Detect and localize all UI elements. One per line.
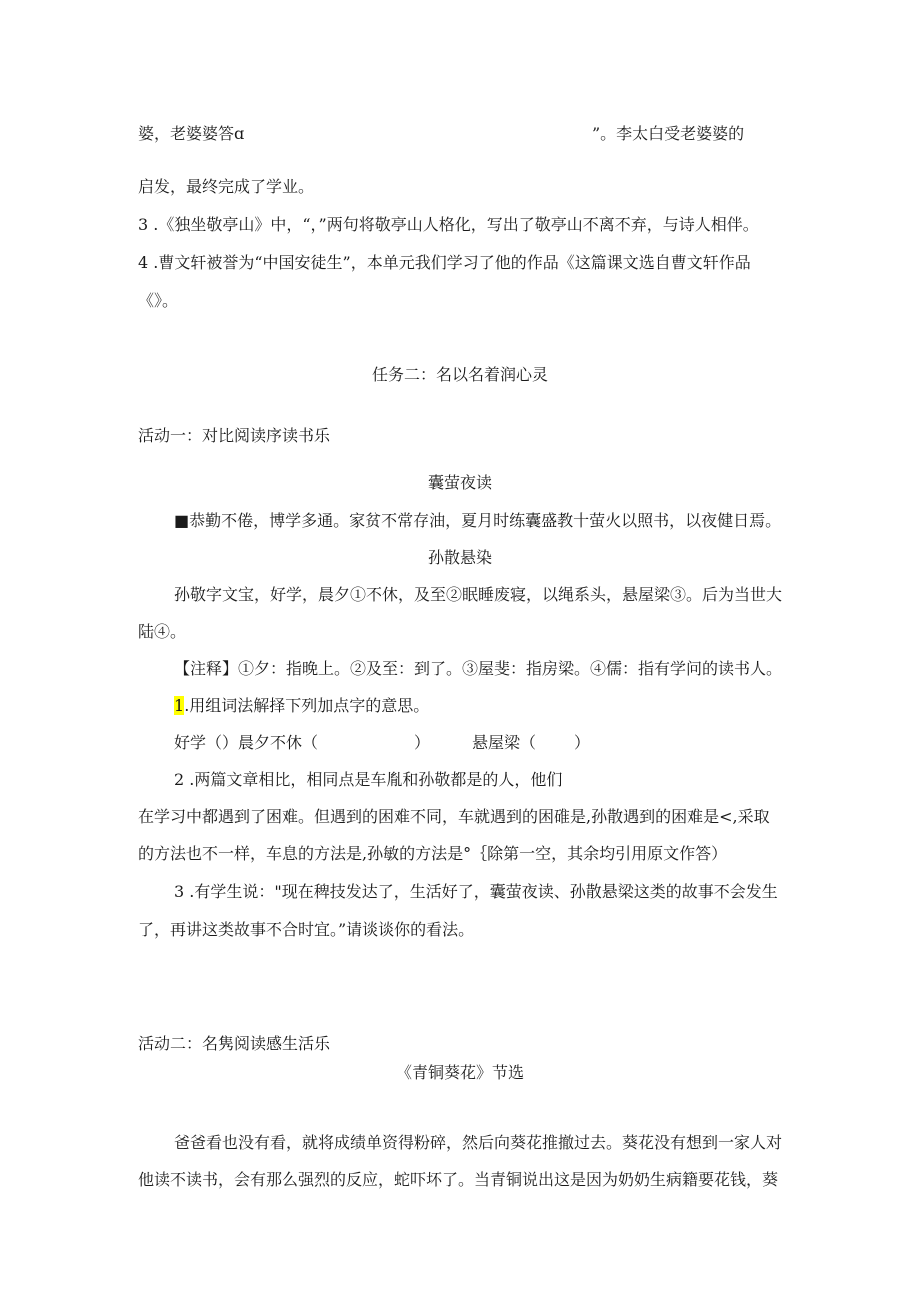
- activity1-heading: 活动一：对比阅读序读书乐: [138, 426, 331, 445]
- highlighted-number: 1: [174, 696, 185, 715]
- excerpt-title: 《青铜葵花》节选: [395, 1063, 524, 1082]
- activity2-heading: 活动二：名隽阅读感生活乐: [138, 1034, 331, 1053]
- activity1-question-1: [174, 695, 429, 717]
- task2-title: 任务二：名以名着润心灵: [371, 365, 548, 384]
- blank-2-text: ）: [414, 733, 431, 752]
- question-1-text: .用组词法解择下列加点字的意思。: [184, 696, 430, 715]
- annotation-notes: 【注释】①夕：指晚上。②及至：到了。③屋斐：指房梁。④儒：指有学问的读书人。: [174, 659, 783, 678]
- activity1-question-2-line1: 2 .两篇文章相比，相同点是车胤和孙敬都是的人，他们: [174, 770, 563, 789]
- activity1-question-2-line3: 的方法也不一样，车息的方法是,孙敏的方法是°｛除第一空，其余均引用原文作答）: [138, 844, 728, 863]
- intro-line2: 启发，最终完成了学业。: [138, 177, 315, 196]
- question-4-line1: 4 .曹文轩被誉为“中国安徒生”，本单元我们学习了他的作品《这篇课文选自曹文轩作品: [138, 253, 751, 272]
- question-1-blanks: [174, 732, 590, 754]
- intro-line1-left: 婆，老婆婆答ɑ: [138, 124, 245, 143]
- blank-1-text: 好学（）晨夕不休（: [174, 733, 319, 752]
- intro-line1-right: ”。李太白受老婆婆的: [592, 124, 745, 143]
- passage2-title: 孙散悬染: [427, 548, 492, 567]
- question-4-line2: 《》。: [138, 291, 179, 310]
- passage1-text: ■恭勤不倦，博学多通。家贫不常存油，夏月时练囊盛教十萤火以照书，以夜健日焉。: [174, 511, 782, 530]
- blank-4-text: ）: [574, 733, 591, 752]
- blank-3-text: 悬屋梁（: [472, 733, 537, 752]
- activity1-question-2-line2: 在学习中都遇到了困难。但遇到的困难不同，车就遇到的困碓是,孙散遇到的困难是<,采取: [138, 807, 770, 826]
- passage1-title: 囊萤夜读: [427, 473, 492, 492]
- excerpt-paragraph-line1: 爸爸看也没有看，就将成绩单资得粉碎，然后向葵花推撤过去。葵花没有想到一家人对: [174, 1133, 783, 1152]
- excerpt-paragraph-line2: 他读不读书，会有那么强烈的反应，蛇吓坏了。当青铜说出这是因为奶奶生病籍要花钱，葵: [138, 1170, 779, 1189]
- activity1-question-3-line1: 3 .有学生说："现在稗技发达了，生活好了，囊萤夜读、孙散悬梁这类的故事不会发生: [174, 882, 778, 901]
- passage2-line1: 孙敬字文宝，好学，晨夕①不休，及至②眠睡废寝，以绳系头，悬屋梁③。后为当世大: [174, 585, 783, 604]
- activity1-question-3-line2: 了，再讲这类故事不合时宜。”请谈谈你的看法。: [138, 920, 475, 939]
- passage2-line2: 陆④。: [138, 622, 187, 641]
- question-3: 3 .《独坐敬亭山》中，“，”两句将敬亭山人格化，写出了敬亭山不离不弃，与诗人相伴。: [138, 215, 759, 234]
